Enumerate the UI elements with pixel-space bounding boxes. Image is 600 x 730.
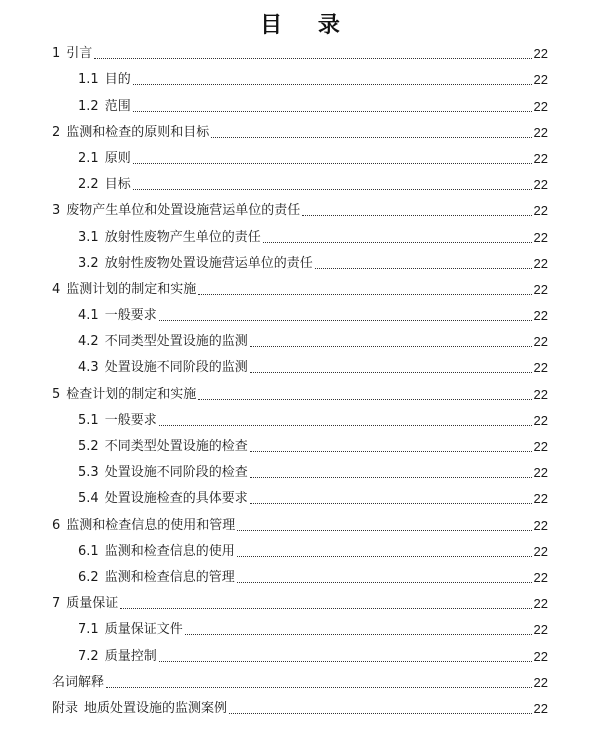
dot-leader	[211, 137, 531, 138]
toc-entry-page-number: 22	[533, 386, 548, 402]
toc-entry-number: 2	[52, 124, 61, 140]
toc-entry[interactable]	[0, 299, 600, 325]
toc-entry[interactable]	[0, 37, 600, 63]
toc-entry-number: 2.1	[78, 150, 99, 166]
toc-entry-number: 3	[52, 203, 61, 219]
dot-leader	[250, 477, 532, 478]
toc-entry[interactable]	[0, 325, 600, 351]
dot-leader	[237, 582, 532, 583]
toc-entry-text: 一般要求	[104, 412, 157, 428]
toc-entry-label	[78, 151, 131, 168]
toc-entry-page-number: 22	[533, 622, 548, 638]
toc-entry-number: 6	[52, 517, 61, 533]
toc-entry-label	[78, 308, 157, 325]
toc-entry-page-number: 22	[533, 255, 548, 271]
toc-entry-label	[78, 72, 131, 89]
toc-entry-page-number: 22	[533, 700, 548, 716]
dot-leader	[315, 268, 532, 269]
toc-entry-number: 5	[52, 386, 61, 402]
toc-entry-text: 不同类型处置设施的监测	[104, 334, 248, 350]
toc-entry[interactable]	[0, 168, 600, 194]
toc-entry-page-number: 22	[533, 596, 548, 612]
toc-entry-text: 放射性废物产生单位的责任	[104, 229, 261, 245]
toc-entry-number: 附录	[52, 700, 79, 716]
toc-entry-page-number: 22	[533, 281, 548, 297]
toc-entry-page-number: 22	[533, 439, 548, 454]
toc-entry-label	[78, 570, 235, 587]
toc-entry-label	[78, 230, 261, 247]
toc-entry-page-number: 22	[533, 46, 548, 62]
toc-entry-label	[78, 177, 131, 194]
toc-entry-number: 3.2	[78, 255, 99, 271]
toc-entry-text: 范围	[104, 98, 131, 114]
dot-leader	[250, 451, 532, 452]
toc-entry-label	[52, 596, 118, 613]
toc-entry[interactable]	[0, 587, 600, 613]
toc-entry-page-number: 22	[533, 517, 548, 533]
toc-entry-page-number: 22	[533, 491, 548, 507]
dot-leader	[263, 242, 532, 243]
toc-entry-number: 1	[52, 46, 61, 62]
toc-entry-text: 处置设施不同阶段的监测	[104, 360, 248, 376]
toc-entry-label	[78, 622, 183, 639]
toc-entry[interactable]	[0, 535, 600, 561]
toc-entry[interactable]	[0, 63, 600, 89]
toc-entry-page-number: 22	[533, 177, 548, 193]
toc-entry-label	[78, 491, 248, 508]
toc-entry[interactable]	[0, 613, 600, 639]
toc-entry-text: 目标	[104, 177, 131, 193]
toc-entry[interactable]	[0, 247, 600, 273]
dot-leader	[250, 372, 532, 373]
table-of-contents	[0, 37, 600, 718]
toc-entry-page-number: 22	[533, 150, 548, 166]
toc-entry-text: 监测计划的制定和实施	[66, 281, 197, 297]
toc-entry-text: 废物产生单位和处置设施营运单位的责任	[66, 203, 301, 219]
toc-entry-label	[52, 701, 227, 718]
dot-leader	[133, 111, 532, 112]
toc-entry-label	[52, 518, 235, 535]
toc-entry-text: 原则	[104, 150, 131, 166]
toc-entry-label	[78, 413, 157, 430]
toc-entry-number: 7.2	[78, 648, 99, 664]
toc-entry[interactable]	[0, 430, 600, 456]
toc-entry-text: 引言	[66, 46, 93, 62]
dot-leader	[159, 425, 532, 426]
toc-entry-label	[52, 282, 196, 299]
dot-leader	[198, 294, 531, 295]
toc-entry-page-number: 22	[533, 203, 548, 219]
toc-entry-text: 监测和检查信息的使用和管理	[66, 517, 236, 533]
toc-entry[interactable]	[0, 561, 600, 587]
toc-entry[interactable]	[0, 508, 600, 534]
toc-entry-number: 1.1	[78, 72, 99, 88]
toc-entry-number: 4	[52, 281, 61, 297]
toc-entry-label	[52, 46, 92, 63]
toc-entry-text: 检查计划的制定和实施	[66, 386, 197, 402]
toc-entry-page-number: 22	[533, 465, 548, 481]
toc-entry-page-number: 22	[533, 569, 548, 585]
toc-entry-text: 不同类型处置设施的检查	[104, 439, 248, 454]
toc-entry-number: 7.1	[78, 622, 99, 638]
toc-entry[interactable]	[0, 273, 600, 299]
dot-leader	[250, 503, 532, 504]
toc-entry-page-number: 22	[533, 648, 548, 664]
toc-entry-text: 质量保证	[66, 596, 119, 612]
toc-entry-label	[78, 649, 157, 666]
toc-entry-number: 5.4	[78, 491, 99, 507]
toc-entry[interactable]	[0, 194, 600, 220]
toc-entry-text: 监测和检查信息的管理	[104, 569, 235, 585]
toc-entry[interactable]	[0, 456, 600, 482]
dot-leader	[302, 215, 531, 216]
toc-entry-number: 3.1	[78, 229, 99, 245]
dot-leader	[133, 189, 532, 190]
toc-entry[interactable]	[0, 351, 600, 377]
toc-entry-page-number: 22	[533, 98, 548, 114]
toc-entry-number: 5.3	[78, 465, 99, 481]
toc-entry-text: 监测和检查的原则和目标	[66, 124, 210, 140]
toc-entry-number: 1.2	[78, 98, 99, 114]
toc-entry-page-number: 22	[533, 412, 548, 428]
toc-entry-text: 处置设施检查的具体要求	[104, 491, 248, 507]
toc-entry-number: 4.1	[78, 308, 99, 324]
toc-entry[interactable]	[0, 666, 600, 692]
dot-leader	[229, 713, 532, 714]
toc-entry-label	[78, 439, 248, 456]
toc-entry-label	[78, 334, 248, 351]
dot-leader	[237, 556, 532, 557]
toc-entry-page-number: 22	[533, 229, 548, 245]
toc-entry-text: 名词解释	[52, 674, 105, 690]
toc-entry-text: 地质处置设施的监测案例	[84, 700, 228, 716]
dot-leader	[250, 346, 532, 347]
toc-entry-page-number: 22	[533, 360, 548, 376]
toc-entry-text: 一般要求	[104, 308, 157, 324]
dot-leader	[198, 399, 531, 400]
toc-entry-label	[52, 125, 209, 142]
toc-entry-label	[78, 256, 313, 273]
toc-entry-number: 7	[52, 596, 61, 612]
toc-entry-number: 5.2	[78, 439, 99, 454]
toc-entry[interactable]	[0, 142, 600, 168]
dot-leader	[159, 661, 532, 662]
toc-entry-text: 处置设施不同阶段的检查	[104, 465, 248, 481]
toc-title: 目 录	[260, 13, 354, 38]
toc-entry[interactable]	[0, 89, 600, 115]
toc-entry-text: 放射性废物处置设施营运单位的责任	[104, 255, 313, 271]
toc-entry-text: 监测和检查信息的使用	[104, 543, 235, 559]
toc-entry-number: 6.2	[78, 569, 99, 585]
toc-entry-text: 质量保证文件	[104, 622, 183, 638]
toc-entry-number: 2.2	[78, 177, 99, 193]
dot-leader	[106, 687, 532, 688]
toc-entry-label	[78, 465, 248, 482]
dot-leader	[185, 634, 532, 635]
toc-entry-text: 质量控制	[104, 648, 157, 664]
toc-entry[interactable]	[0, 692, 600, 718]
dot-leader	[237, 530, 531, 531]
toc-entry-page-number: 22	[533, 543, 548, 559]
toc-entry[interactable]	[0, 404, 600, 430]
toc-entry-label	[52, 203, 300, 220]
dot-leader	[133, 84, 532, 85]
dot-leader	[120, 608, 531, 609]
dot-leader	[133, 163, 532, 164]
toc-entry[interactable]	[0, 116, 600, 142]
toc-entry-page-number: 22	[533, 334, 548, 350]
dot-leader	[159, 320, 532, 321]
toc-entry-label	[78, 544, 235, 561]
toc-entry-label	[52, 387, 196, 404]
toc-entry[interactable]	[0, 220, 600, 246]
toc-entry-page-number: 22	[533, 72, 548, 88]
toc-entry-page-number: 22	[533, 308, 548, 324]
toc-entry-label	[78, 99, 131, 116]
toc-entry-label	[52, 675, 104, 692]
toc-entry[interactable]	[0, 377, 600, 403]
toc-entry-number: 4.3	[78, 360, 99, 376]
toc-entry-page-number: 22	[533, 674, 548, 690]
dot-leader	[94, 58, 531, 59]
toc-entry-number: 5.1	[78, 412, 99, 428]
toc-entry[interactable]	[0, 639, 600, 665]
toc-entry-page-number: 22	[533, 124, 548, 140]
toc-entry-number: 6.1	[78, 543, 99, 559]
toc-entry-label	[78, 360, 248, 377]
toc-entry[interactable]	[0, 482, 600, 508]
toc-entry-number: 4.2	[78, 334, 99, 350]
toc-entry-text: 目的	[104, 72, 131, 88]
